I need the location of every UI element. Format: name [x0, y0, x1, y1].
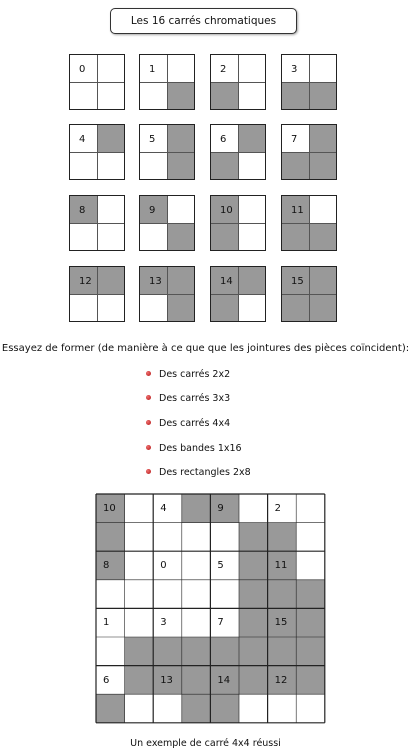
- chromatic-square: [139, 195, 195, 251]
- square-border: [69, 124, 125, 180]
- square-border: [139, 266, 195, 322]
- example-square-number: 0: [160, 560, 167, 572]
- chromatic-square: [281, 54, 337, 110]
- square-border: [139, 195, 195, 251]
- square-border: [281, 124, 337, 180]
- example-square-number: 2: [274, 503, 281, 514]
- bullet-text: Des carrés 3x3: [159, 393, 231, 404]
- example-square-number: 7: [217, 617, 224, 629]
- chromatic-square: [210, 195, 266, 251]
- square-border: [210, 195, 266, 251]
- square-number: 9: [149, 205, 156, 216]
- bullet-text: Des carrés 2x2: [159, 369, 231, 380]
- example-square-number: 11: [274, 560, 288, 572]
- chromatic-square: [139, 54, 195, 110]
- bullet-item: [146, 393, 230, 404]
- bullet-item: [146, 418, 230, 429]
- square-number: 5: [149, 134, 156, 145]
- example-square-number: 13: [160, 674, 173, 686]
- square-border: [69, 54, 125, 110]
- bullet-text: Des bandes 1x16: [159, 443, 242, 454]
- chromatic-square: [69, 124, 125, 180]
- bullet-item: [146, 467, 251, 478]
- chromatic-square: [69, 266, 125, 322]
- page-title: Les 16 carrés chromatiques: [130, 15, 277, 27]
- example-square-number: 1: [103, 617, 110, 629]
- square-border: [281, 266, 337, 322]
- square-number: 1: [149, 64, 156, 75]
- instructions-text: Essayez de former (de manière à ce que que les jointures des pièces coïncident):: [1, 343, 410, 354]
- bullet-dot-icon: [146, 469, 151, 474]
- square-number: 6: [220, 134, 227, 145]
- example-square-number: 14: [217, 674, 231, 686]
- square-number: 14: [220, 276, 233, 287]
- example-square-number: 5: [217, 560, 224, 572]
- chromatic-square: [69, 195, 125, 251]
- example-grid-lines: [96, 494, 325, 723]
- square-number: 7: [291, 134, 298, 145]
- square-border: [281, 54, 337, 110]
- bullet-text: Des rectangles 2x8: [159, 467, 251, 478]
- example-square-number: 3: [160, 617, 167, 629]
- square-number: 0: [79, 64, 86, 75]
- example-square-number: 9: [217, 503, 224, 514]
- example-square-4x4: [96, 494, 326, 722]
- chromatic-square: [69, 54, 125, 110]
- bullet-item: [146, 369, 230, 380]
- bullet-item: [146, 443, 242, 454]
- square-number: 4: [79, 134, 86, 145]
- chromatic-square: [210, 124, 266, 180]
- square-border: [69, 266, 125, 322]
- bullet-dot-icon: [146, 420, 151, 425]
- example-square-number: 10: [103, 503, 116, 514]
- chromatic-square: [210, 266, 266, 322]
- example-square-number: 15: [274, 617, 288, 629]
- example-square-number: 6: [103, 674, 110, 686]
- chromatic-square: [210, 54, 266, 110]
- square-border: [210, 124, 266, 180]
- chromatic-square: [281, 266, 337, 322]
- example-square-number: 8: [103, 560, 110, 572]
- square-border: [210, 266, 266, 322]
- bullet-dot-icon: [146, 371, 151, 376]
- square-border: [139, 54, 195, 110]
- square-number: 8: [79, 205, 86, 216]
- square-number: 10: [220, 205, 233, 216]
- example-square-number: 12: [274, 674, 288, 686]
- square-number: 2: [220, 64, 227, 75]
- bullet-dot-icon: [146, 445, 151, 450]
- square-number: 11: [291, 205, 304, 216]
- bullet-dot-icon: [146, 395, 151, 400]
- square-number: 12: [79, 276, 92, 287]
- square-border: [210, 54, 266, 110]
- example-square-number: 4: [160, 503, 167, 514]
- square-number: 15: [291, 276, 304, 287]
- square-number: 13: [149, 276, 162, 287]
- example-caption: Un exemple de carré 4x4 réussi: [130, 738, 281, 749]
- square-number: 3: [291, 64, 298, 75]
- title-box: [110, 8, 297, 34]
- chromatic-square: [139, 266, 195, 322]
- chromatic-square: [281, 124, 337, 180]
- chromatic-square: [281, 195, 337, 251]
- chromatic-square: [139, 124, 195, 180]
- square-border: [69, 195, 125, 251]
- bullet-text: Des carrés 4x4: [159, 418, 231, 429]
- square-border: [139, 124, 195, 180]
- square-border: [281, 195, 337, 251]
